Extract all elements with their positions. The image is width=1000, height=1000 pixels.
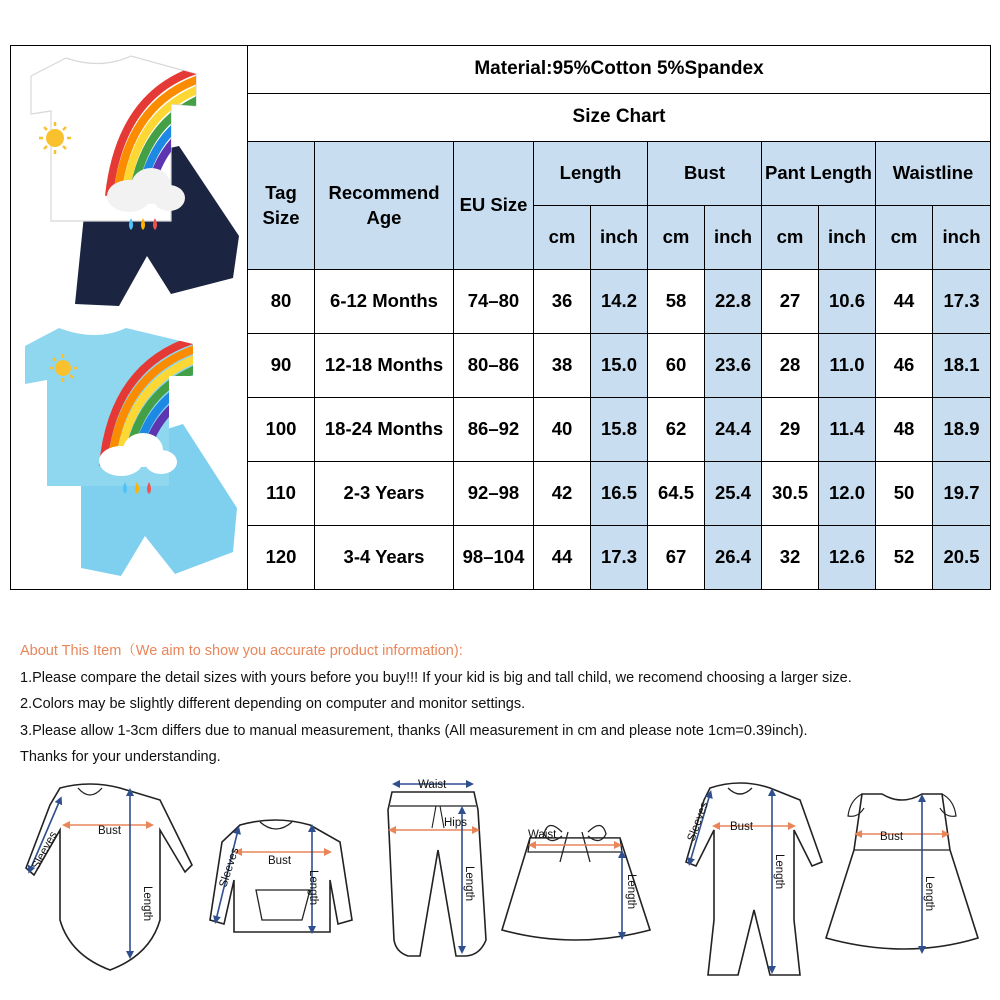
- cell-len-cm: 36: [534, 270, 591, 334]
- cell-pant-in: 11.0: [819, 334, 876, 398]
- cell-pant-in: 10.6: [819, 270, 876, 334]
- header-bust: Bust: [648, 142, 762, 206]
- romper-diagram: [686, 783, 822, 975]
- cell-pant-cm: 32: [762, 526, 819, 590]
- bust-label: Bust: [880, 831, 904, 843]
- cell-eu: 74–80: [454, 270, 534, 334]
- cell-bust-cm: 64.5: [648, 462, 705, 526]
- header-recommend-age: Recommend Age: [315, 142, 454, 270]
- cell-waist-cm: 50: [876, 462, 933, 526]
- length-label: Length: [141, 886, 153, 922]
- cell-eu: 80–86: [454, 334, 534, 398]
- bodysuit-diagram: [26, 784, 192, 970]
- unit-cell: inch: [933, 206, 991, 270]
- cell-len-in: 16.5: [591, 462, 648, 526]
- measurement-diagrams: [10, 770, 990, 995]
- size-row: [248, 270, 991, 334]
- header-tag-size: Tag Size: [248, 142, 315, 270]
- unit-cell: inch: [705, 206, 762, 270]
- waist-label: Waist: [528, 829, 557, 841]
- length-label: Length: [625, 874, 637, 910]
- note-compare-sizes: 1.Please compare the detail sizes with yours before you buy!!! If your kid is big and tall child, we recomend choosing a larger size.: [20, 669, 852, 686]
- cell-tag: 120: [248, 526, 315, 590]
- bust-label: Bust: [98, 825, 122, 837]
- cell-waist-in: 18.9: [933, 398, 991, 462]
- size-rows: [248, 270, 991, 590]
- cell-eu: 92–98: [454, 462, 534, 526]
- bust-label: Bust: [730, 821, 754, 833]
- note-measurement: 3.Please allow 1-3cm differs due to manual measurement, thanks (All measurement in cm and please note 1cm=0.39inch).: [20, 722, 808, 739]
- cell-eu: 98–104: [454, 526, 534, 590]
- size-row: [248, 526, 991, 590]
- cell-pant-cm: 27: [762, 270, 819, 334]
- cell-age: 3-4 Years: [315, 526, 454, 590]
- bust-label: Bust: [268, 855, 292, 867]
- unit-cell: inch: [819, 206, 876, 270]
- cell-age: 6-12 Months: [315, 270, 454, 334]
- cell-tag: 80: [248, 270, 315, 334]
- size-chart-table: [247, 45, 991, 590]
- length-label: Length: [307, 870, 319, 906]
- dress-diagram: [826, 794, 978, 950]
- cell-bust-in: 25.4: [705, 462, 762, 526]
- product-photo-panel: [10, 45, 248, 590]
- size-chart-title: Size Chart: [248, 94, 991, 142]
- size-row: [248, 398, 991, 462]
- cell-waist-cm: 44: [876, 270, 933, 334]
- product-photo: [11, 46, 248, 590]
- white-rainbow-outfit: [31, 56, 239, 306]
- sleeves-label: Sleeves: [30, 829, 60, 872]
- sleeves-label: Sleeves: [685, 800, 711, 844]
- cell-age: 12-18 Months: [315, 334, 454, 398]
- header-waistline: Waistline: [876, 142, 991, 206]
- unit-cell: cm: [648, 206, 705, 270]
- cell-len-in: 17.3: [591, 526, 648, 590]
- size-row: [248, 334, 991, 398]
- pants-diagram: [388, 779, 486, 956]
- cell-tag: 90: [248, 334, 315, 398]
- cell-bust-in: 22.8: [705, 270, 762, 334]
- cell-waist-in: 17.3: [933, 270, 991, 334]
- header-eu-size: EU Size: [454, 142, 534, 270]
- cell-eu: 86–92: [454, 398, 534, 462]
- cell-pant-in: 11.4: [819, 398, 876, 462]
- cell-bust-cm: 62: [648, 398, 705, 462]
- cell-len-in: 15.0: [591, 334, 648, 398]
- cell-age: 18-24 Months: [315, 398, 454, 462]
- cell-pant-in: 12.0: [819, 462, 876, 526]
- size-row: [248, 462, 991, 526]
- cell-len-in: 14.2: [591, 270, 648, 334]
- cell-bust-cm: 58: [648, 270, 705, 334]
- product-notes: [20, 642, 995, 775]
- cell-len-cm: 44: [534, 526, 591, 590]
- note-colors: 2.Colors may be slightly different depending on computer and monitor settings.: [20, 696, 526, 712]
- cell-waist-in: 19.7: [933, 462, 991, 526]
- unit-cell: cm: [534, 206, 591, 270]
- header-pant-length: Pant Length: [762, 142, 876, 206]
- material-banner: Material:95%Cotton 5%Spandex: [248, 46, 991, 94]
- cell-pant-cm: 29: [762, 398, 819, 462]
- cell-pant-cm: 30.5: [762, 462, 819, 526]
- cell-bust-in: 24.4: [705, 398, 762, 462]
- cell-bust-cm: 67: [648, 526, 705, 590]
- unit-cell: inch: [591, 206, 648, 270]
- cell-bust-in: 23.6: [705, 334, 762, 398]
- cell-len-cm: 38: [534, 334, 591, 398]
- cell-tag: 100: [248, 398, 315, 462]
- waist-label: Waist: [418, 779, 447, 791]
- unit-cell: cm: [762, 206, 819, 270]
- unit-cell: cm: [876, 206, 933, 270]
- cell-pant-in: 12.6: [819, 526, 876, 590]
- cell-waist-in: 20.5: [933, 526, 991, 590]
- note-thanks: Thanks for your understanding.: [20, 749, 221, 765]
- cell-len-in: 15.8: [591, 398, 648, 462]
- cell-waist-cm: 46: [876, 334, 933, 398]
- sleeves-label: Sleeves: [217, 846, 242, 889]
- length-label: Length: [923, 876, 935, 912]
- sweatshirt-diagram: [210, 820, 352, 932]
- length-label: Length: [463, 866, 475, 902]
- about-item-heading: About This Item（We aim to show you accurate product information):: [20, 643, 463, 659]
- cell-waist-cm: 48: [876, 398, 933, 462]
- hips-label: Hips: [444, 817, 468, 829]
- skirt-diagram: [502, 825, 650, 940]
- cell-bust-cm: 60: [648, 334, 705, 398]
- cell-waist-cm: 52: [876, 526, 933, 590]
- cell-age: 2-3 Years: [315, 462, 454, 526]
- cell-len-cm: 42: [534, 462, 591, 526]
- blue-rainbow-outfit: [25, 328, 237, 576]
- length-label: Length: [773, 854, 785, 890]
- header-length: Length: [534, 142, 648, 206]
- cell-waist-in: 18.1: [933, 334, 991, 398]
- cell-pant-cm: 28: [762, 334, 819, 398]
- cell-tag: 110: [248, 462, 315, 526]
- cell-len-cm: 40: [534, 398, 591, 462]
- cell-bust-in: 26.4: [705, 526, 762, 590]
